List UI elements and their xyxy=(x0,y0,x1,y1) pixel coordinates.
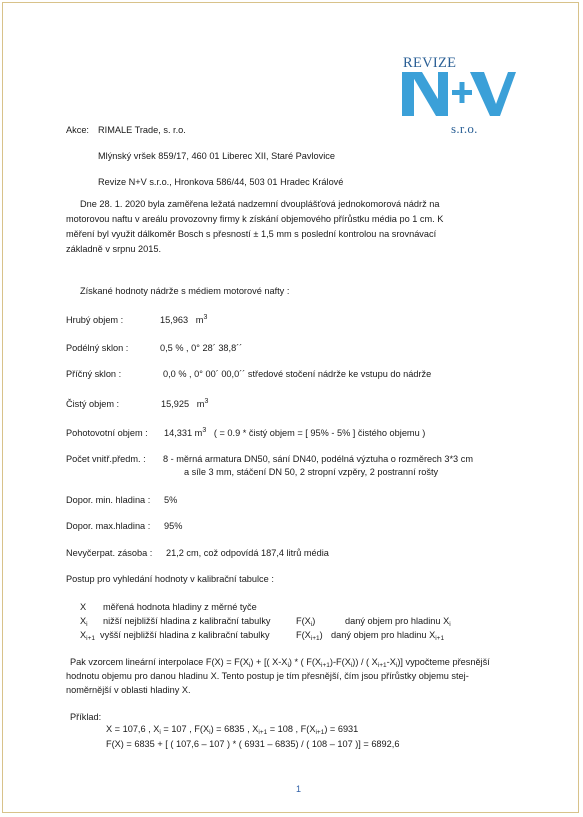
min-level-value: 5% xyxy=(164,495,178,505)
intro-line: motorovou naftu v areálu provozovny firmy k získání objemového přírůstku média po 1 cm. K xyxy=(66,214,444,224)
intro-line: Dne 28. 1. 2020 byla zaměřena ležatá nadzemní dvouplášťová jednokomorová nádrž na xyxy=(80,199,440,209)
procedure-title: Postup pro vyhledání hodnoty v kalibrační tabulce : xyxy=(66,574,274,584)
net-volume-label: Čistý objem : xyxy=(66,399,120,409)
example-title: Příklad: xyxy=(70,712,102,722)
proc-desc: nižší nejbližší hladina z kalibrační tabulky xyxy=(103,616,271,626)
longitudinal-slope-label: Podélný sklon : xyxy=(66,343,129,353)
intro-line: měření byl využit dálkoměr Bosch s přesností ± 1,5 mm s poslední kontrolou na srovnávací xyxy=(66,229,437,239)
proc-desc: vyšší nejbližší hladina z kalibrační tabulky xyxy=(100,630,270,640)
gross-volume-value: 15,963 $m^3$ xyxy=(160,313,208,325)
proc-desc2: daný objem pro hladinu $X_{i+1}$ xyxy=(331,630,445,642)
auditor-address: Revize N+V s.r.o., Hronkova 586/44, 503 01 Hradec Králové xyxy=(98,177,344,187)
transverse-slope-label: Příčný sklon : xyxy=(66,369,122,379)
logo-revize-text: REVIZE xyxy=(403,55,457,71)
longitudinal-slope-value: 0,5 % , 0° 28´ 38,8´´ xyxy=(160,343,243,353)
unpumpable-value: 21,2 cm, což odpovídá 187,4 litrů média xyxy=(166,548,329,558)
proc-desc: měřená hodnota hladiny z měrné tyče xyxy=(103,602,257,612)
proc-function: $F(X_i)$ xyxy=(296,616,316,628)
interpolation-line: noměrnější v oblasti hladiny X. xyxy=(66,685,191,695)
transverse-slope-value: 0,0 % , 0° 00´ 00,0´´ středové stočení nádrže ke vstupu do nádrže xyxy=(163,369,432,379)
proc-desc2: daný objem pro hladinu $X_i$ xyxy=(345,616,451,628)
standby-volume-value: 14,331 $m^3$ ( = 0.9 * čistý objem = [ 95% - 5% ] čistého objemu ) xyxy=(164,426,426,438)
intro-paragraph xyxy=(66,197,518,257)
proc-symbol: $X_i$ xyxy=(80,616,88,628)
interpolation-formula-line: Pak vzorcem lineární interpolace $F(X) = F(X_i)$ + [( $X-X_i$) * ( $F(X_{i+1})-F(X_i)$) / ( $X_{i+1}-X_i$)] vypočteme přesnější xyxy=(70,657,490,669)
action-label: Akce: xyxy=(66,125,89,135)
logo-nv-icon xyxy=(400,68,518,122)
max-level-value: 95% xyxy=(164,521,183,531)
logo-sro-text: s.r.o. xyxy=(451,121,478,136)
max-level-label: Dopor. max.hladina : xyxy=(66,521,151,531)
proc-symbol: X xyxy=(80,602,87,612)
intro-line: základně v srpnu 2015. xyxy=(66,244,162,254)
net-volume-value: 15,925 $m^3$ xyxy=(161,397,209,409)
min-level-label: Dopor. min. hladina : xyxy=(66,495,151,505)
internals-label: Počet vnitř.předm. : xyxy=(66,454,146,464)
interpolation-line: hodnotu objemu pro danou hladinu X. Tento postup je tím přesnější, čím jsou přírůstky objemu stej- xyxy=(66,671,469,681)
example-line2: F(X) = 6835 + [ ( 107,6 – 107 ) * ( 6931 – 6835) / ( 108 – 107 )] = 6892,6 xyxy=(106,739,400,749)
company-name: RIMALE Trade, s. r.o. xyxy=(98,125,186,135)
example-line1: X = 107,6 , $X_i = 107$ , $F(X_i) = 6835$ , $X_{i+1} = 108$ , $F(X_{i+1}) = 6931$ xyxy=(106,724,359,736)
company-address: Mlýnský vršek 859/17, 460 01 Liberec XII, Staré Pavlovice xyxy=(98,151,335,161)
unpumpable-label: Nevyčerpat. zásoba : xyxy=(66,548,153,558)
gross-volume-label: Hrubý objem : xyxy=(66,315,124,325)
section-title: Získané hodnoty nádrže s médiem motorové nafty : xyxy=(80,286,290,296)
internals-line1: 8 - měrná armatura DN50, sání DN40, podélná výztuha o rozměrech 3*3 cm xyxy=(163,454,473,464)
page-number: 1 xyxy=(296,784,302,794)
standby-volume-label: Pohotovotní objem : xyxy=(66,428,148,438)
internals-line2: a síle 3 mm, stáčení DN 50, 2 stropní vzpěry, 2 postranní rošty xyxy=(184,467,439,477)
proc-symbol: $X_{i+1}$ xyxy=(80,630,95,642)
proc-function: $F(X_{i+1})$ xyxy=(296,630,323,642)
